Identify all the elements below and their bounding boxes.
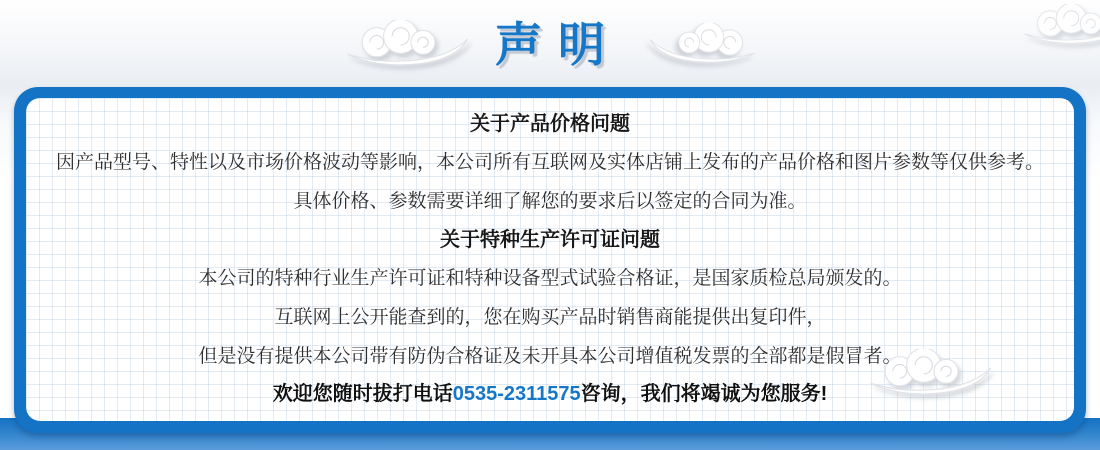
statement-line: 但是没有提供本公司带有防伪合格证及未开具本公司增值税发票的全部都是假冒者。	[198, 345, 902, 367]
phone-number: 0535-2311575	[452, 383, 581, 406]
contact-prefix: 欢迎您随时拔打电话	[272, 383, 453, 406]
contact-line	[26, 382, 1074, 407]
header	[0, 0, 1100, 88]
statement-line: 具体价格、参数需要详细了解您的要求后以签定的合同为准。	[293, 190, 807, 212]
section-heading-license: 关于特种生产许可证问题	[440, 228, 660, 251]
statement-line: 本公司的特种行业生产许可证和特种设备型式试验合格证，是国家质检总局颁发的。	[198, 268, 902, 290]
contact-suffix: 咨询，我们将竭诚为您服务!	[580, 383, 828, 406]
statement-line: 互联网上公开能查到的，您在购买产品时销售商能提供出复印件，	[274, 306, 826, 328]
cloud-icon	[1016, 4, 1100, 46]
statement-line: 因产品型号、特性以及市场价格波动等影响，本公司所有互联网及实体店铺上发布的产品价格和图片参数等仅供参考。	[55, 152, 1044, 174]
statement-content	[26, 98, 1074, 421]
page-title: 声明	[495, 18, 621, 71]
statement-panel	[14, 87, 1086, 433]
cloud-icon	[642, 23, 768, 65]
section-heading-price: 关于产品价格问题	[470, 112, 630, 135]
